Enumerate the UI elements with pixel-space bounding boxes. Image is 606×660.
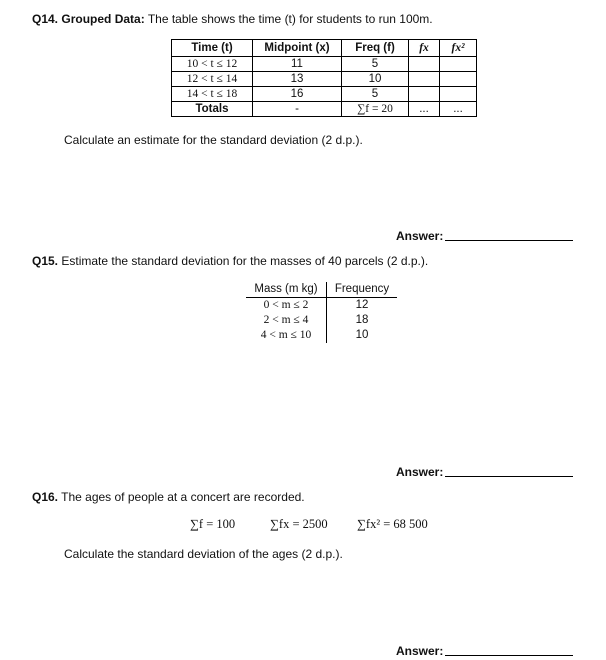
table-header-row <box>246 282 397 298</box>
cell-frequency: 12 <box>355 299 369 311</box>
col-header-fx2: fx² <box>440 40 477 57</box>
cell-freq: 5 <box>342 87 409 102</box>
col-header-freq: Freq (f) <box>342 40 409 57</box>
q14-table <box>171 39 477 117</box>
cell-midpoint: 13 <box>253 72 342 87</box>
cell-time: 12 < t ≤ 14 <box>172 72 253 87</box>
q16-instruction: Calculate the standard deviation of the ages (2 d.p.). <box>64 547 343 561</box>
cell-mass: 0 < m ≤ 2 <box>246 298 327 314</box>
table-header-row <box>172 40 477 57</box>
q15-number: Q15. <box>32 254 59 268</box>
table-row <box>246 313 397 328</box>
table-row <box>172 72 477 87</box>
q16-answer-label: Answer: <box>396 644 444 658</box>
table-row <box>172 87 477 102</box>
col-header-fx: fx <box>409 40 440 57</box>
col-header-frequency: Frequency <box>327 282 398 298</box>
col-header-time: Time (t) <box>172 40 253 57</box>
cell-mass: 2 < m ≤ 4 <box>246 313 327 328</box>
col-header-midpoint: Midpoint (x) <box>253 40 342 57</box>
totals-label: Totals <box>172 102 253 117</box>
q14-heading: Grouped Data: <box>61 12 145 26</box>
cell-fx[interactable] <box>409 57 440 72</box>
totals-fx[interactable]: ... <box>409 102 440 117</box>
q16-sum-fx: ∑fx = 2500 <box>270 517 328 531</box>
table-row <box>246 328 397 343</box>
cell-time: 14 < t ≤ 18 <box>172 87 253 102</box>
cell-fx2[interactable] <box>440 57 477 72</box>
q15-text: Estimate the standard deviation for the masses of 40 parcels (2 d.p.). <box>61 254 429 268</box>
cell-fx2[interactable] <box>440 87 477 102</box>
table-row <box>172 57 477 72</box>
q14-instruction: Calculate an estimate for the standard deviation (2 d.p.). <box>64 133 363 147</box>
totals-midpoint: - <box>253 102 342 117</box>
q14-text: The table shows the time (t) for students to run 100m. <box>147 12 433 26</box>
cell-freq: 10 <box>342 72 409 87</box>
q14-answer-label: Answer: <box>396 229 444 243</box>
cell-freq: 5 <box>342 57 409 72</box>
q14-prompt <box>32 12 433 26</box>
q16-prompt <box>32 490 305 504</box>
totals-fx2[interactable]: ... <box>440 102 477 117</box>
q15-table <box>246 282 397 343</box>
q15-prompt <box>32 254 428 268</box>
totals-row <box>172 102 477 117</box>
q16-text: The ages of people at a concert are recorded. <box>61 490 305 504</box>
cell-frequency: 18 <box>355 314 369 326</box>
cell-fx2[interactable] <box>440 72 477 87</box>
q16-answer-line[interactable] <box>445 655 573 656</box>
q16-sum-f: ∑f = 100 <box>190 517 236 531</box>
cell-frequency: 10 <box>355 329 369 341</box>
cell-mass: 4 < m ≤ 10 <box>246 328 327 343</box>
q15-answer-line[interactable] <box>445 476 573 477</box>
q16-sum-fx2: ∑fx² = 68 500 <box>357 517 428 531</box>
cell-midpoint: 11 <box>253 57 342 72</box>
q14-number: Q14. <box>32 12 59 26</box>
q16-number: Q16. <box>32 490 59 504</box>
totals-freq: ∑f = 20 <box>342 102 409 117</box>
q15-answer-label: Answer: <box>396 465 444 479</box>
cell-midpoint: 16 <box>253 87 342 102</box>
cell-fx[interactable] <box>409 87 440 102</box>
q14-answer-line[interactable] <box>445 240 573 241</box>
cell-time: 10 < t ≤ 12 <box>172 57 253 72</box>
cell-fx[interactable] <box>409 72 440 87</box>
table-row <box>246 298 397 314</box>
col-header-mass: Mass (m kg) <box>246 282 327 298</box>
